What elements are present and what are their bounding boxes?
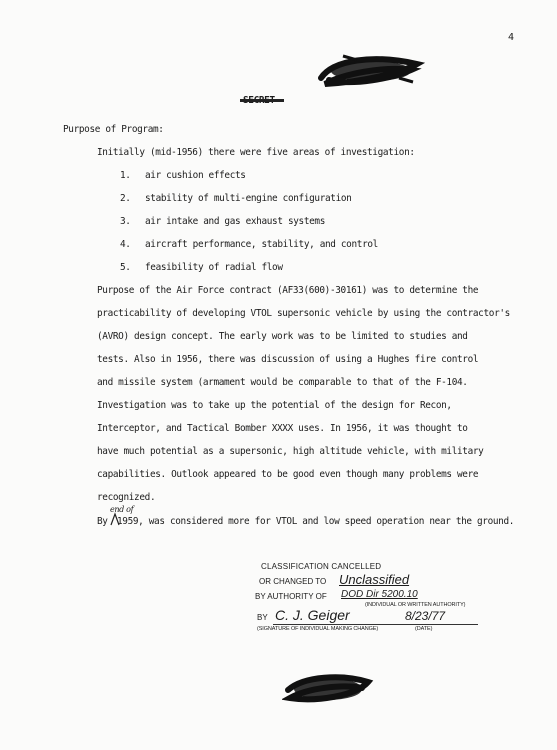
- stamp-date: 8/23/77: [405, 609, 446, 623]
- closing-prefix: By: [97, 516, 108, 527]
- body-line: tests. Also in 1956, there was discussion of using a Hughes fire control: [97, 354, 479, 365]
- stamp-authority-caption: (INDIVIDUAL OR WRITTEN AUTHORITY): [365, 602, 466, 608]
- body-line: (AVRO) design concept. The early work was to be limited to studies and: [97, 331, 468, 342]
- stamp-by-label: BY: [257, 613, 268, 622]
- area-text: feasibility of radial flow: [145, 262, 283, 273]
- stamp-underline: [273, 624, 478, 625]
- area-text: aircraft performance, stability, and control: [145, 239, 378, 250]
- body-line: capabilities. Outlook appeared to be good even though many problems were: [97, 469, 479, 480]
- body-line: and missile system (armament would be comparable to that of the F-104.: [97, 377, 468, 388]
- declassification-stamp: [255, 560, 490, 640]
- stamp-authority-label: BY AUTHORITY OF: [255, 592, 327, 601]
- stamp-changed-value: Unclassified: [339, 572, 410, 587]
- area-number: 2.: [120, 193, 131, 204]
- stamp-changed-label: OR CHANGED TO: [259, 577, 327, 586]
- area-text: air cushion effects: [145, 170, 246, 181]
- body-line: practicability of developing VTOL supersonic vehicle by using the contractor's: [97, 308, 510, 319]
- area-number: 5.: [120, 262, 131, 273]
- redaction-mark-bottom: [282, 668, 374, 708]
- section-heading: Purpose of Program:: [63, 124, 164, 135]
- area-text: air intake and gas exhaust systems: [145, 216, 326, 227]
- intro-line: Initially (mid-1956) there were five areas of investigation:: [97, 147, 415, 158]
- body-line: recognized.: [97, 492, 156, 503]
- area-text: stability of multi-engine configuration: [145, 193, 352, 204]
- area-number: 3.: [120, 216, 131, 227]
- stamp-date-caption: (DATE): [415, 626, 433, 632]
- body-line: Purpose of the Air Force contract (AF33(600)-30161) was to determine the: [97, 285, 479, 296]
- body-line: Interceptor, and Tactical Bomber XXXX uses. In 1956, it was thought to: [97, 423, 468, 434]
- page-number: 4: [508, 32, 514, 43]
- body-line: Investigation was to take up the potential of the design for Recon,: [97, 400, 452, 411]
- stamp-signature: C. J. Geiger: [275, 607, 350, 623]
- heading-strike: [240, 99, 284, 102]
- body-line: have much potential as a supersonic, high altitude vehicle, with military: [97, 446, 484, 457]
- handwritten-insertion: end of: [110, 505, 134, 514]
- closing-line: 1959, was considered more for VTOL and low speed operation near the ground.: [117, 516, 515, 527]
- stamp-line-1: CLASSIFICATION CANCELLED: [261, 562, 382, 571]
- redaction-mark-top: [313, 48, 425, 90]
- stamp-signature-caption: (SIGNATURE OF INDIVIDUAL MAKING CHANGE): [257, 626, 379, 632]
- stamp-authority-value: DOD Dir 5200.10: [341, 589, 418, 600]
- area-number: 4.: [120, 239, 131, 250]
- area-number: 1.: [120, 170, 131, 181]
